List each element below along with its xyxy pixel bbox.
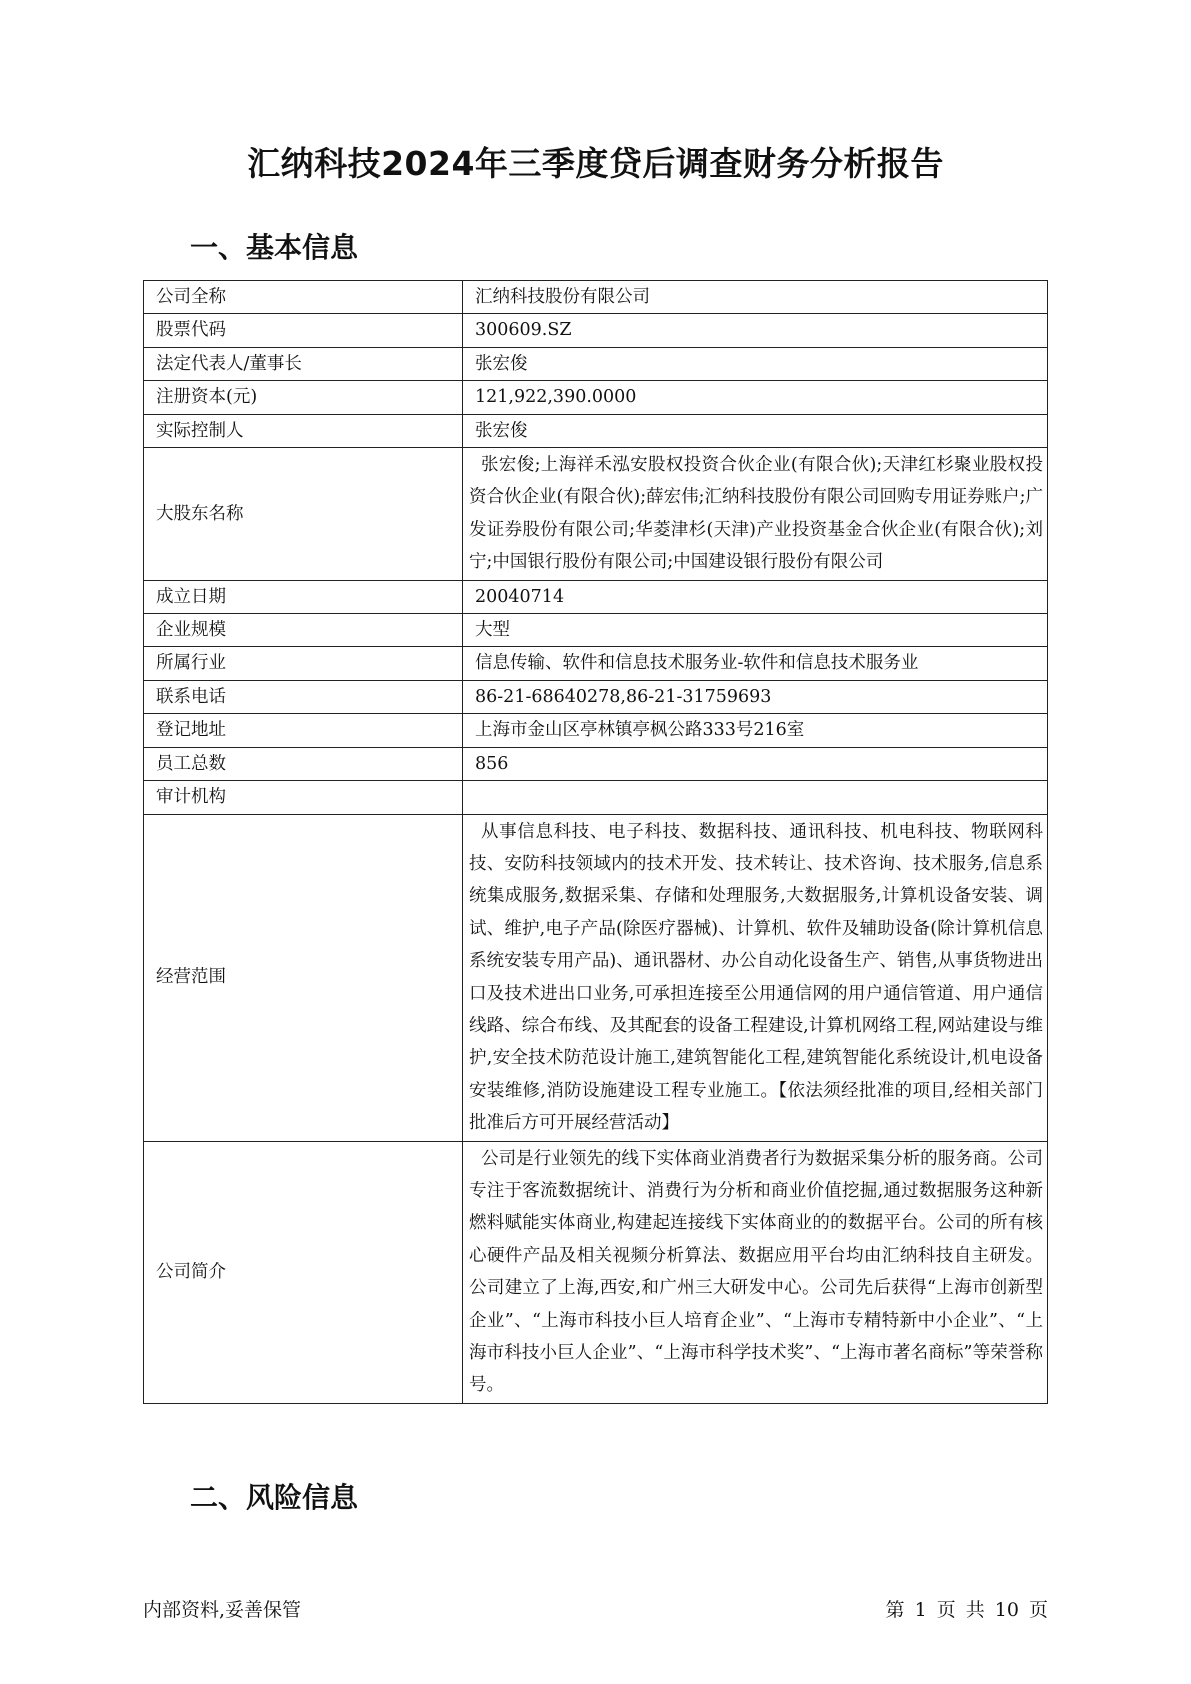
table-row [144, 647, 1048, 680]
table-row [144, 1141, 1048, 1403]
row-label-legal-rep: 法定代表人/董事长 [144, 347, 463, 380]
row-value-company-name: 汇纳科技股份有限公司 [463, 281, 1048, 314]
section-heading-risk-info: 二、风险信息 [190, 1481, 359, 1514]
row-value-audit-firm [463, 781, 1048, 814]
row-label-company-profile: 公司简介 [144, 1141, 463, 1403]
table-row [144, 381, 1048, 414]
row-value-business-scope [463, 814, 1048, 1141]
page-title: 汇纳科技2024年三季度贷后调查财务分析报告 [247, 144, 944, 183]
row-label-company-scale: 企业规模 [144, 614, 463, 647]
row-label-actual-controller: 实际控制人 [144, 414, 463, 447]
row-value-actual-controller: 张宏俊 [463, 414, 1048, 447]
row-label-registered-address: 登记地址 [144, 714, 463, 747]
table-row [144, 714, 1048, 747]
footer-page-number: 第 1 页 共 10 页 [885, 1599, 1048, 1621]
table-row [144, 614, 1048, 647]
row-value-phone: 86-21-68640278,86-21-31759693 [463, 680, 1048, 713]
table-row [144, 414, 1048, 447]
company-profile-text: 公司是行业领先的线下实体商业消费者行为数据采集分析的服务商。公司专注于客流数据统计、消费行为分析和商业价值挖掘,通过数据服务这种新燃料赋能实体商业,构建起连接线下实体商业的的数据平台。公司的所有核心硬件产品及相关视频分析算法、数据应用平台均由汇纳科技自主研发。公司建立了上海,西安,和广州三大研发中心。公司先后获得“上海市创新型企业”、“上海市科技小巨人培育企业”、“上海市专精特新中小企业”、“上海市科技小巨人企业”、“上海市科学技术奖”、“上海市著名商标”等荣誉称号。 [469, 1148, 1043, 1396]
table-row [144, 448, 1048, 581]
row-value-industry: 信息传输、软件和信息技术服务业-软件和信息技术服务业 [463, 647, 1048, 680]
major-shareholders-text: 张宏俊;上海祥禾泓安股权投资合伙企业(有限合伙);天津红杉聚业股权投资合伙企业(有限合伙);薛宏伟;汇纳科技股份有限公司回购专用证券账户;广发证券股份有限公司;华菱津杉(天津)产业投资基金合伙企业(有限合伙);刘宁;中国银行股份有限公司;中国建设银行股份有限公司 [469, 455, 1043, 573]
section-heading-basic-info: 一、基本信息 [190, 231, 359, 264]
row-value-stock-code: 300609.SZ [463, 314, 1048, 347]
business-scope-text: 从事信息科技、电子科技、数据科技、通讯科技、机电科技、物联网科技、安防科技领域内的技术开发、技术转让、技术咨询、技术服务,信息系统集成服务,数据采集、存储和处理服务,大数据服务,计算机设备安装、调试、维护,电子产品(除医疗器械)、计算机、软件及辅助设备(除计算机信息系统安装专用产品)、通讯器材、办公自动化设备生产、销售,从事货物进出口及技术进出口业务,可承担连接至公用通信网的用户通信管道、用户通信线路、综合布线、及其配套的设备工程建设,计算机网络工程,网站建设与维护,安全技术防范设计施工,建筑智能化工程,建筑智能化系统设计,机电设备安装维修,消防设施建设工程专业施工。【依法须经批准的项目,经相关部门批准后方可开展经营活动】 [469, 821, 1043, 1134]
table-row [144, 781, 1048, 814]
row-label-company-name: 公司全称 [144, 281, 463, 314]
table-row [144, 281, 1048, 314]
footer-confidential-note: 内部资料,妥善保管 [143, 1599, 302, 1621]
row-value-major-shareholders [463, 448, 1048, 581]
row-label-phone: 联系电话 [144, 680, 463, 713]
row-label-major-shareholders: 大股东名称 [144, 448, 463, 581]
row-label-established-date: 成立日期 [144, 580, 463, 613]
row-label-registered-capital: 注册资本(元) [144, 381, 463, 414]
row-label-business-scope: 经营范围 [144, 814, 463, 1141]
row-value-employee-count: 856 [463, 747, 1048, 780]
row-value-company-scale: 大型 [463, 614, 1048, 647]
table-row [144, 314, 1048, 347]
row-label-employee-count: 员工总数 [144, 747, 463, 780]
row-value-established-date: 20040714 [463, 580, 1048, 613]
basic-info-table [143, 280, 1048, 1404]
table-row [144, 747, 1048, 780]
row-value-legal-rep: 张宏俊 [463, 347, 1048, 380]
table-row [144, 580, 1048, 613]
table-row [144, 814, 1048, 1141]
row-label-industry: 所属行业 [144, 647, 463, 680]
row-label-audit-firm: 审计机构 [144, 781, 463, 814]
table-row [144, 347, 1048, 380]
table-row [144, 680, 1048, 713]
row-value-registered-address: 上海市金山区亭林镇亭枫公路333号216室 [463, 714, 1048, 747]
row-value-company-profile [463, 1141, 1048, 1403]
row-label-stock-code: 股票代码 [144, 314, 463, 347]
row-value-registered-capital: 121,922,390.0000 [463, 381, 1048, 414]
